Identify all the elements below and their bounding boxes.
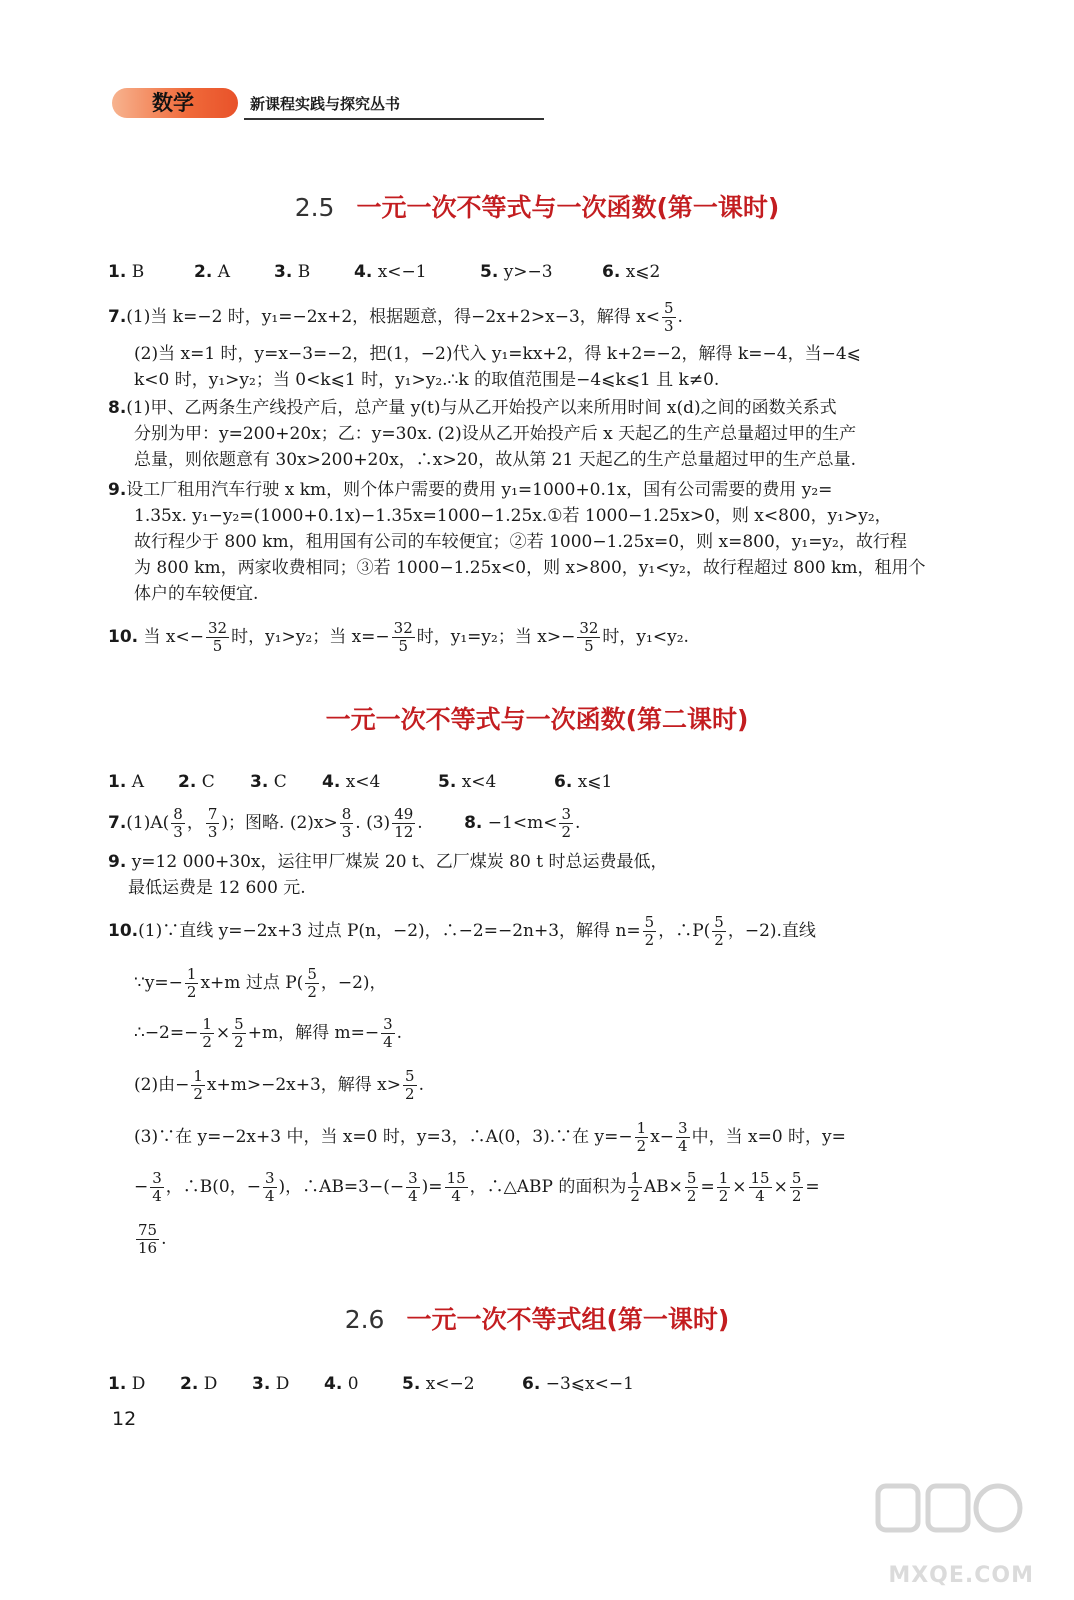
answer-item: 2. A [194,262,230,282]
answer-10-line5: (3)∵在 y=−2x+3 中，当 x=0 时，y=3，∴A(0，3).∵在 y=− $\frac{1}{2}$ x− $\frac{3}{4}$ 中，当 x=0 时，y= [134,1119,846,1155]
answer-10: 10. 当 x<− $\frac{32}{5}$ 时，y₁>y₂；当 x=− $\frac{32}{5}$ 时，y₁=y₂；当 x>− $\frac{32}{5}$ 时，y₁<y₂. [108,619,689,655]
answer-9-line1: 9.设工厂租用汽车行驶 x km，则个体户需要的费用 y₁=1000+0.1x，国有公司需要的费用 y₂= [108,480,833,500]
answer-8-line1: 8.(1)甲、乙两条生产线投产后，总产量 y(t)与从乙开始投产以来所用时间 x(d)之间的函数关系式 [108,398,837,418]
answer-item: 1. A [108,772,144,792]
watermark-icon [874,1478,1024,1548]
answer-8-line3: 总量，则依题意有 30x>200+20x，∴x>20，故从第 21 天起乙的生产总量超过甲的生产总量. [134,450,857,470]
answer-10-line2: ∵y=− $\frac{1}{2}$ x+m 过点 P( $\frac{5}{2}$ ，−2)， [134,965,387,1001]
answer-item: 3. D [252,1374,290,1394]
answer-item: 6. x⩽1 [554,772,613,792]
watermark-text: MXQE.COM [888,1563,1034,1588]
answer-10-line1: 10.(1)∵直线 y=−2x+3 过点 P(n，−2)，∴−2=−2n+3，解得 n= $\frac{5}{2}$ ，∴P( $\frac{5}{2}$ ，−2).直线 [108,913,816,949]
answer-7-part2-line1: (2)当 x=1 时，y=x−3=−2，把(1，−2)代入 y₁=kx+2，得 k+2=−2，解得 k=−4，当−4⩽ [134,344,861,364]
answer-item: 5. y>−3 [480,262,553,282]
fraction: $\frac{32}{5}$ [579,619,599,655]
header-rule [244,118,544,120]
answer-item: 1. B [108,262,145,282]
answer-9-line2: 最低运费是 12 600 元. [128,878,306,898]
answer-9-line4: 为 800 km，两家收费相同；③若 1000−1.25x<0，则 x>800，y₁<y₂，故行程超过 800 km，租用个 [134,558,926,578]
answer-9-line3: 故行程少于 800 km，租用国有公司的车较便宜；②若 1000−1.25x=0，则 x=800，y₁=y₂，故行程 [134,532,907,552]
answer-9-line2: 1.35x. y₁−y₂=(1000+0.1x)−1.35x=1000−1.25x.①若 1000−1.25x>0，则 x<800，y₁>y₂， [134,506,892,526]
answer-item: 5. x<4 [438,772,497,792]
answer-item: 5. x<−2 [402,1374,475,1394]
fraction: $\frac{32}{5}$ [393,619,413,655]
answer-7-part1: 7.(1)当 k=−2 时，y₁=−2x+2，根据题意，得−2x+2>x−3，解得 x< $\frac{5}{3}$ . [108,299,683,335]
answer-row-1-6 [108,768,612,796]
answer-item: 2. C [178,772,215,792]
section-number: 2.5 [294,193,335,222]
answer-row-1-6 [108,1370,634,1398]
answer-item: 4. 0 [324,1374,359,1394]
section-title-text: 一元一次不等式与一次函数(第一课时) [356,193,780,222]
answer-10-line7: $\frac{75}{16}$ . [138,1221,167,1257]
answer-7-part2-line2: k<0 时，y₁>y₂；当 0<k⩽1 时，y₁>y₂.∴k 的取值范围是−4⩽k⩽1 且 k≠0. [134,370,720,390]
series-title: 新课程实践与探究丛书 [250,95,401,113]
answer-10-line3: ∴−2=− $\frac{1}{2}$ × $\frac{5}{2}$ +m，解得 m=− $\frac{3}{4}$ . [134,1015,403,1051]
answer-item: 1. D [108,1374,146,1394]
answer-item: 3. C [250,772,287,792]
section-title-2-6: 2.6 一元一次不等式组(第一课时) [344,1305,730,1334]
watermark-logo [854,1478,1034,1588]
answer-item: 3. B [274,262,311,282]
section-title-lesson-2: 一元一次不等式与一次函数(第二课时) [325,705,749,734]
answer-10-line4: (2)由− $\frac{1}{2}$ x+m>−2x+3，解得 x> $\frac{5}{2}$ . [134,1067,424,1103]
answer-9-line1: 9. y=12 000+30x，运往甲厂煤炭 20 t、乙厂煤炭 80 t 时总运费最低， [108,852,668,872]
answer-row-1-6 [108,258,660,286]
answer-item: 6. −3⩽x<−1 [522,1374,634,1394]
answer-item: 4. x<−1 [354,262,427,282]
answer-item: 6. x⩽2 [602,262,661,282]
subject-label: 数学 [152,91,194,115]
answer-8-line2: 分别为甲：y=200+20x；乙：y=30x. (2)设从乙开始投产后 x 天起乙的生产总量超过甲的生产 [134,424,857,444]
answer-10-line6: − $\frac{3}{4}$ ，∴B(0，− $\frac{3}{4}$ )，∴AB=3−(− $\frac{3}{4}$ )= $\frac{15}{4}$ ，∴△ABP 的面积为 $\frac{1}{2}$ AB× $\frac{5}{2}$ = $\frac{1}{2}$ × $\frac{15}{4}$ × $\frac{5}{2}$ = [134,1169,820,1205]
section-title-2-5 [0,188,1074,224]
fraction: $\frac{5}{3}$ [664,299,674,335]
page-number: 12 [112,1408,137,1430]
page-header [112,84,432,124]
answer-7-8: 7.(1)A( $\frac{8}{3}$ ， $\frac{7}{3}$ )；图略. (2)x> $\frac{8}{3}$ . (3) $\frac{49}{12}$ . 8. −1<m< $\frac{3}{2}$ . [108,805,581,841]
answer-9-line5: 体户的车较便宜. [134,584,259,604]
answer-item: 4. x<4 [322,772,381,792]
fraction: $\frac{32}{5}$ [208,619,228,655]
answer-item: 2. D [180,1374,218,1394]
